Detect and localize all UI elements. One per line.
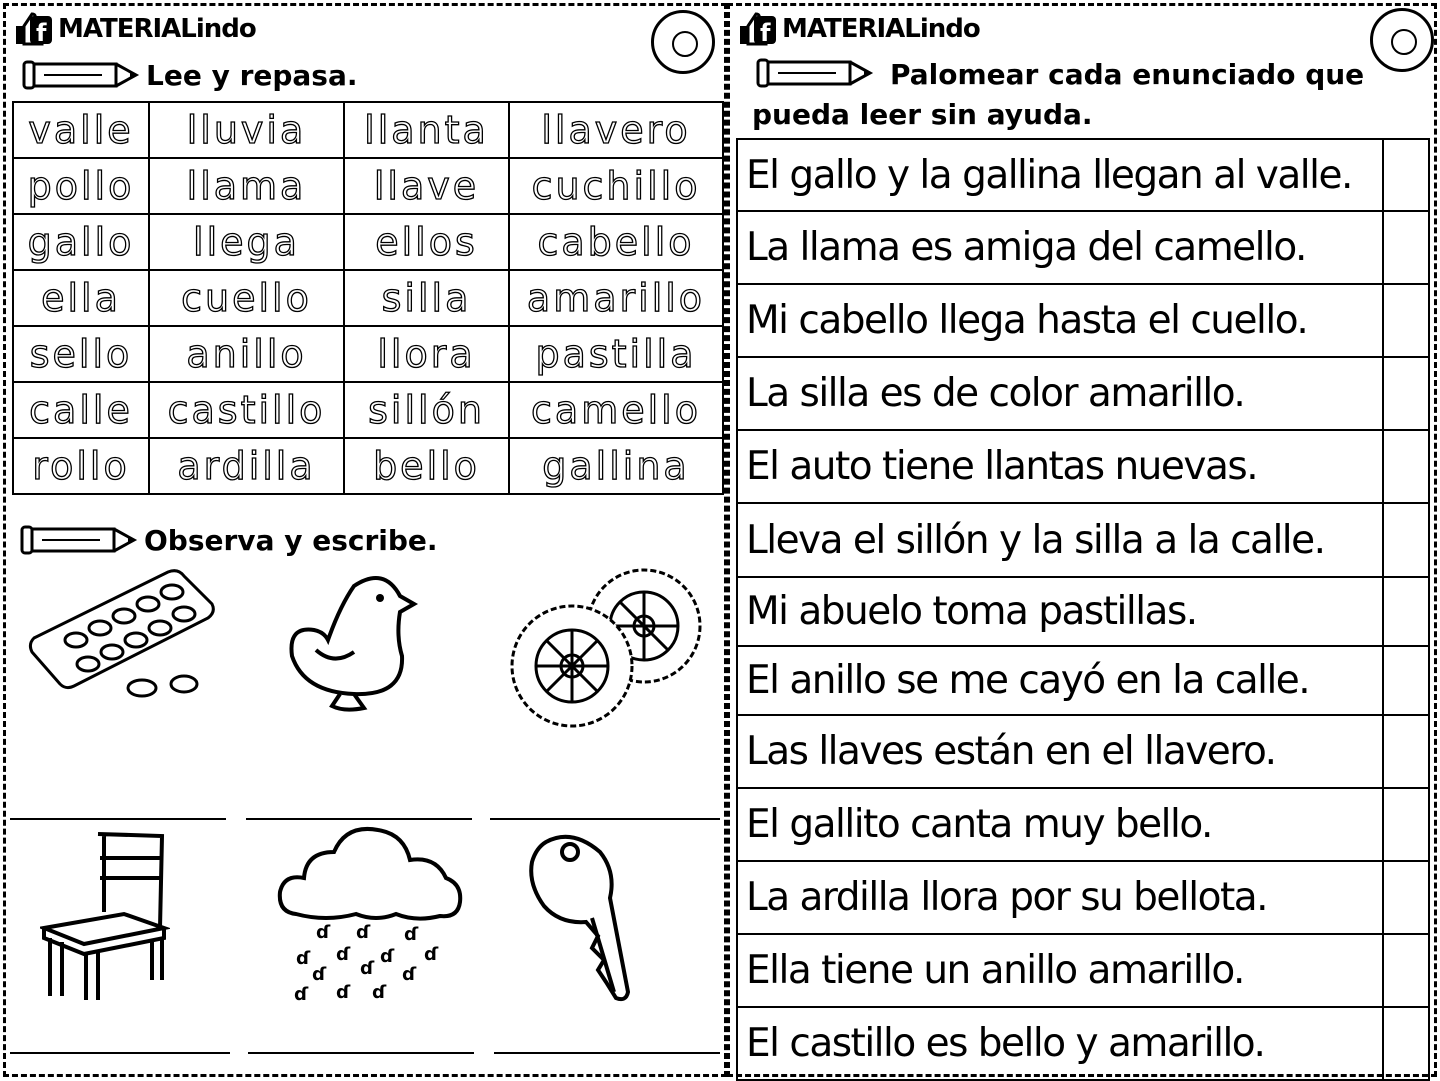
pencil-icon xyxy=(22,58,140,92)
pencil-icon xyxy=(20,523,138,557)
checkbox[interactable] xyxy=(1383,139,1429,211)
trace-word: anillo xyxy=(149,326,344,382)
section-heading-read xyxy=(22,58,358,92)
brand-seal-left xyxy=(651,10,715,74)
sentence-row xyxy=(737,861,1429,934)
section-title: Lee y repasa. xyxy=(146,58,358,92)
write-line[interactable] xyxy=(490,818,720,820)
svg-text:ɗ: ɗ xyxy=(296,948,311,969)
svg-text:ɗ: ɗ xyxy=(312,964,327,985)
svg-text:ɗ: ɗ xyxy=(372,982,387,1003)
sentence-text: El castillo es bello y amarillo. xyxy=(737,1007,1383,1080)
trace-word: valle xyxy=(13,102,149,158)
trace-word: llama xyxy=(149,158,344,214)
write-line[interactable] xyxy=(246,818,472,820)
trace-word: ella xyxy=(13,270,149,326)
word-row xyxy=(13,102,723,158)
checkbox[interactable] xyxy=(1383,284,1429,357)
word-row xyxy=(13,270,723,326)
word-row xyxy=(13,382,723,438)
brand-logo-left xyxy=(14,12,256,46)
trace-word: silla xyxy=(344,270,509,326)
word-row xyxy=(13,214,723,270)
tires-icon xyxy=(506,568,706,730)
trace-word: llave xyxy=(344,158,509,214)
svg-text:ɗ: ɗ xyxy=(294,984,309,1004)
svg-text:f: f xyxy=(760,19,770,46)
brand-logo-right xyxy=(738,12,980,46)
svg-text:f: f xyxy=(36,19,46,46)
sentence-row xyxy=(737,284,1429,357)
trace-word: camello xyxy=(509,382,723,438)
facebook-icon xyxy=(14,12,54,46)
sentence-text: La silla es de color amarillo. xyxy=(737,357,1383,430)
trace-word: llavero xyxy=(509,102,723,158)
trace-word: llega xyxy=(149,214,344,270)
sentence-text: Lleva el sillón y la silla a la calle. xyxy=(737,503,1383,577)
sentence-row xyxy=(737,211,1429,284)
svg-text:ɗ: ɗ xyxy=(402,964,417,985)
section-title: Observa y escribe. xyxy=(144,523,438,557)
write-line[interactable] xyxy=(10,818,226,820)
trace-word: castillo xyxy=(149,382,344,438)
word-row xyxy=(13,438,723,494)
trace-word: cuello xyxy=(149,270,344,326)
sentence-row xyxy=(737,788,1429,861)
svg-text:ɗ: ɗ xyxy=(336,982,351,1003)
sentence-row xyxy=(737,1007,1429,1080)
trace-word: llora xyxy=(344,326,509,382)
trace-word: pollo xyxy=(13,158,149,214)
checkbox[interactable] xyxy=(1383,430,1429,503)
trace-word: pastilla xyxy=(509,326,723,382)
word-row xyxy=(13,158,723,214)
trace-word: ardilla xyxy=(149,438,344,494)
write-line[interactable] xyxy=(10,1052,230,1054)
word-row xyxy=(13,326,723,382)
sentence-row xyxy=(737,430,1429,503)
checkbox[interactable] xyxy=(1383,357,1429,430)
trace-word: lluvia xyxy=(149,102,344,158)
sentence-text: El auto tiene llantas nuevas. xyxy=(737,430,1383,503)
sentence-text: Ella tiene un anillo amarillo. xyxy=(737,934,1383,1007)
trace-word: gallina xyxy=(509,438,723,494)
sentence-text: La llama es amiga del camello. xyxy=(737,211,1383,284)
brand-name: MATERIALindo xyxy=(58,14,256,44)
facebook-icon xyxy=(738,12,778,46)
svg-text:ɗ: ɗ xyxy=(380,946,395,967)
trace-word: sello xyxy=(13,326,149,382)
rain-cloud-icon xyxy=(276,822,466,1004)
trace-word: sillón xyxy=(344,382,509,438)
checkbox[interactable] xyxy=(1383,934,1429,1007)
trace-word: rollo xyxy=(13,438,149,494)
trace-word: ellos xyxy=(344,214,509,270)
sentence-row xyxy=(737,715,1429,788)
instruction-text: Palomear cada enunciado que pueda leer sin ayuda. xyxy=(752,58,1365,131)
brand-name: MATERIALindo xyxy=(782,14,980,44)
chick-icon xyxy=(284,566,424,716)
checkbox[interactable] xyxy=(1383,861,1429,934)
brand-seal-right xyxy=(1370,8,1434,72)
svg-text:ɗ: ɗ xyxy=(336,944,351,965)
sentence-row xyxy=(737,503,1429,577)
sentence-text: Mi cabello llega hasta el cuello. xyxy=(737,284,1383,357)
checkbox[interactable] xyxy=(1383,788,1429,861)
write-line[interactable] xyxy=(494,1052,720,1054)
key-icon xyxy=(526,832,636,1004)
sentence-row xyxy=(737,934,1429,1007)
trace-word: amarillo xyxy=(509,270,723,326)
sentences-table xyxy=(736,138,1430,1081)
sentence-text: El gallito canta muy bello. xyxy=(737,788,1383,861)
sentence-text: Mi abuelo toma pastillas. xyxy=(737,577,1383,646)
section-heading-write xyxy=(20,523,438,557)
pills-icon xyxy=(28,568,218,700)
svg-text:ɗ: ɗ xyxy=(356,922,371,943)
trace-word: llanta xyxy=(344,102,509,158)
sentence-row xyxy=(737,357,1429,430)
sentence-text: El gallo y la gallina llegan al valle. xyxy=(737,139,1383,211)
checkbox[interactable] xyxy=(1383,1007,1429,1080)
svg-text:ɗ: ɗ xyxy=(360,958,375,979)
sentence-row xyxy=(737,646,1429,715)
chair-icon xyxy=(40,828,170,1004)
sentence-text: La ardilla llora por su bellota. xyxy=(737,861,1383,934)
svg-text:ɗ: ɗ xyxy=(316,922,331,943)
write-line[interactable] xyxy=(248,1052,474,1054)
sentence-row xyxy=(737,139,1429,211)
trace-word: gallo xyxy=(13,214,149,270)
svg-text:ɗ: ɗ xyxy=(404,924,419,945)
trace-word: bello xyxy=(344,438,509,494)
trace-word: cuchillo xyxy=(509,158,723,214)
svg-text:ɗ: ɗ xyxy=(424,944,439,965)
sentence-text: Las llaves están en el llavero. xyxy=(737,715,1383,788)
trace-word: cabello xyxy=(509,214,723,270)
checkbox[interactable] xyxy=(1383,715,1429,788)
trace-word: calle xyxy=(13,382,149,438)
checkbox[interactable] xyxy=(1383,646,1429,715)
sentence-text: El anillo se me cayó en la calle. xyxy=(737,646,1383,715)
trace-words-table xyxy=(12,101,724,495)
checkbox[interactable] xyxy=(1383,577,1429,646)
checkbox[interactable] xyxy=(1383,211,1429,284)
checkbox[interactable] xyxy=(1383,503,1429,577)
sentence-row xyxy=(737,577,1429,646)
